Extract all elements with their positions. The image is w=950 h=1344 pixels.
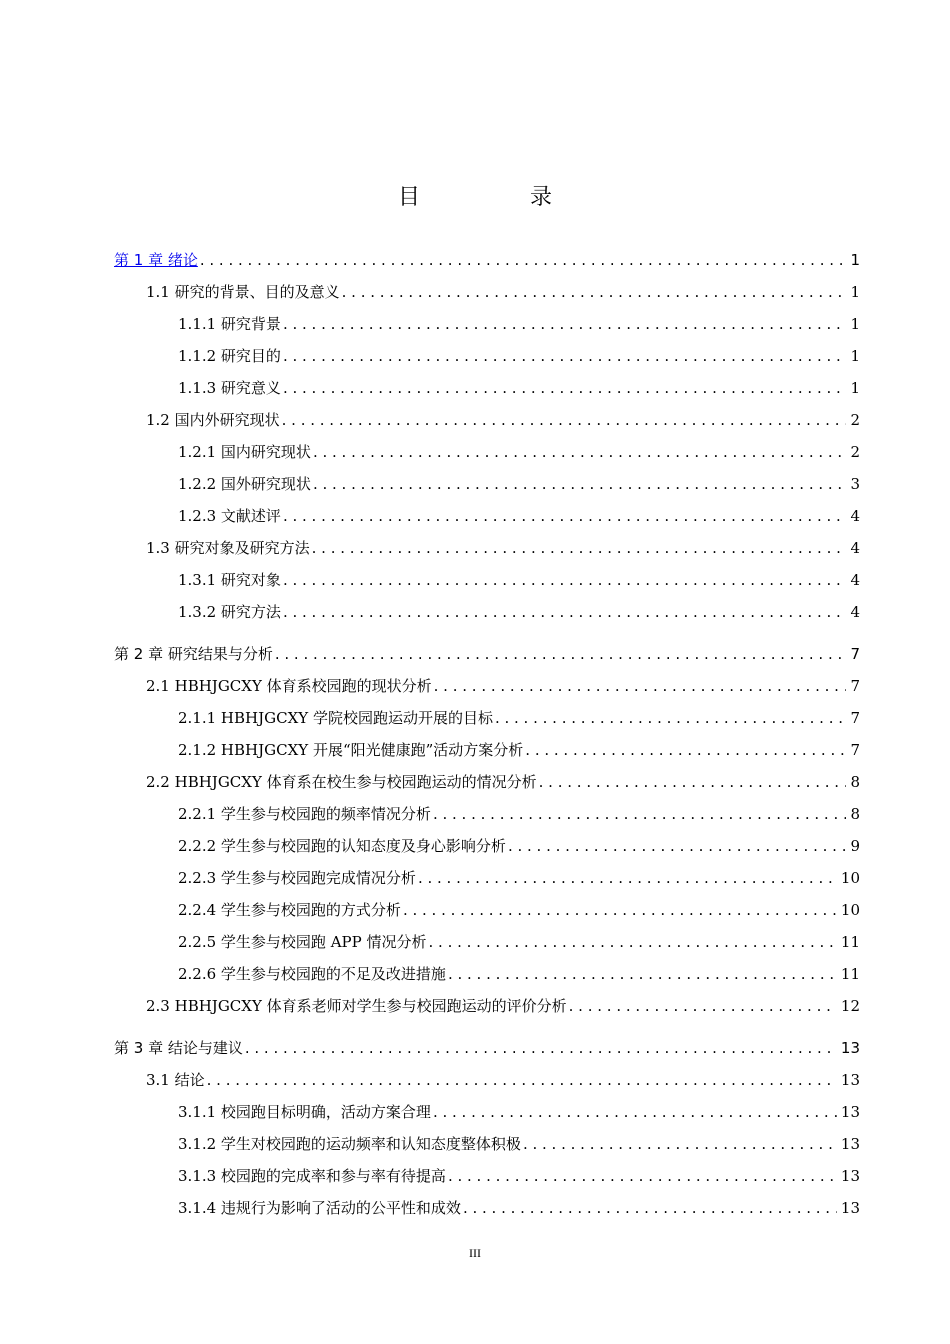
toc-leader-dots <box>434 671 847 701</box>
toc-entry[interactable] <box>178 565 860 595</box>
toc-entry[interactable] <box>178 1193 860 1223</box>
toc-leader-dots <box>312 533 847 563</box>
toc-leader-dots <box>283 373 847 403</box>
toc-entry-label: 1.1.2 研究目的 <box>178 347 281 365</box>
toc-entry[interactable] <box>178 309 860 339</box>
toc-entry[interactable] <box>178 1161 860 1191</box>
toc-leader-dots <box>283 309 847 339</box>
toc-page-number: 13 <box>840 1071 860 1089</box>
toc-page-number: 4 <box>850 571 860 589</box>
toc-page-number: 7 <box>850 677 860 695</box>
toc-entry-label: 2.1 HBHJGCXY 体育系校园跑的现状分析 <box>146 677 432 695</box>
toc-entry[interactable] <box>178 863 860 893</box>
toc-entry-label[interactable]: 第 1 章 绪论 <box>114 251 198 269</box>
toc-page-number: 7 <box>850 645 860 663</box>
toc-leader-dots <box>200 245 847 275</box>
toc-entry-label: 1.2.2 国外研究现状 <box>178 475 311 493</box>
toc-leader-dots <box>313 469 847 499</box>
toc-leader-dots <box>508 831 847 861</box>
toc-entry-label: 2.2.3 学生参与校园跑完成情况分析 <box>178 869 416 887</box>
toc-entry[interactable] <box>146 671 860 701</box>
toc-entry-label: 1.2.3 文献述评 <box>178 507 281 525</box>
toc-page-number: 1 <box>850 251 860 269</box>
toc-page-number: 9 <box>850 837 860 855</box>
toc-leader-dots <box>539 767 847 797</box>
toc-leader-dots <box>448 1161 837 1191</box>
toc-entry-label: 1.3.2 研究方法 <box>178 603 281 621</box>
toc-entry[interactable] <box>178 437 860 467</box>
page-title: 目 录 <box>397 185 596 210</box>
toc-entry[interactable] <box>178 501 860 531</box>
toc-entry-label: 2.1.2 HBHJGCXY 开展“阳光健康跑”活动方案分析 <box>178 741 524 759</box>
toc-page-number: 10 <box>840 869 860 887</box>
toc-leader-dots <box>495 703 847 733</box>
toc-entry[interactable] <box>178 703 860 733</box>
toc-entry-label: 2.2.6 学生参与校园跑的不足及改进措施 <box>178 965 446 983</box>
toc-leader-dots <box>283 565 847 595</box>
toc-page-number: 13 <box>840 1199 860 1217</box>
toc-leader-dots <box>433 1097 837 1127</box>
toc-leader-dots <box>418 863 837 893</box>
toc-entry[interactable] <box>178 927 860 957</box>
toc-page-number: 13 <box>840 1039 860 1057</box>
toc-entry[interactable] <box>178 799 860 829</box>
toc-page-number: 4 <box>850 603 860 621</box>
page-number: III <box>469 1246 481 1260</box>
toc-entry[interactable] <box>146 1065 860 1095</box>
toc-leader-dots <box>403 895 837 925</box>
toc-entry-label: 1.1.1 研究背景 <box>178 315 281 333</box>
toc-entry-chapter-1[interactable] <box>114 245 860 275</box>
toc-leader-dots <box>433 799 847 829</box>
toc-entry-label: 2.2.1 学生参与校园跑的频率情况分析 <box>178 805 431 823</box>
toc-entry-label: 2.2.4 学生参与校园跑的方式分析 <box>178 901 401 919</box>
toc-page-number: 10 <box>840 901 860 919</box>
toc-entry[interactable] <box>178 597 860 627</box>
toc-leader-dots <box>283 341 847 371</box>
toc-entry-chapter-3[interactable] <box>114 1033 860 1063</box>
toc-page-number: 2 <box>850 411 860 429</box>
toc-entry-label: 2.2.2 学生参与校园跑的认知态度及身心影响分析 <box>178 837 506 855</box>
toc-page-number: 12 <box>840 997 860 1015</box>
toc-entry-label: 1.1.3 研究意义 <box>178 379 281 397</box>
toc-leader-dots <box>448 959 837 989</box>
toc-entry[interactable] <box>146 405 860 435</box>
toc-leader-dots <box>525 735 846 765</box>
toc-entry-label: 第 3 章 结论与建议 <box>114 1039 243 1057</box>
toc-entry[interactable] <box>178 1129 860 1159</box>
toc-leader-dots <box>275 639 847 669</box>
toc-leader-dots <box>569 991 837 1021</box>
toc-page-number: 4 <box>850 539 860 557</box>
toc-entry-label: 2.2.5 学生参与校园跑 APP 情况分析 <box>178 933 427 951</box>
toc-entry-label: 1.1 研究的背景、目的及意义 <box>146 283 340 301</box>
toc-entry-label: 3.1.1 校园跑目标明确，活动方案合理 <box>178 1103 431 1121</box>
toc-entry-chapter-2[interactable] <box>114 639 860 669</box>
toc-entry[interactable] <box>178 341 860 371</box>
toc-page-number: 4 <box>850 507 860 525</box>
toc-entry[interactable] <box>178 895 860 925</box>
toc-entry[interactable] <box>146 991 860 1021</box>
toc-entry-label: 第 2 章 研究结果与分析 <box>114 645 273 663</box>
toc-entry[interactable] <box>146 277 860 307</box>
toc-entry[interactable] <box>178 735 860 765</box>
toc-page-number: 13 <box>840 1135 860 1153</box>
toc-leader-dots <box>463 1193 837 1223</box>
toc-page-number: 8 <box>850 805 860 823</box>
toc-leader-dots <box>523 1129 837 1159</box>
toc-page-number: 1 <box>850 283 860 301</box>
toc-entry-label: 1.2.1 国内研究现状 <box>178 443 311 461</box>
toc-leader-dots <box>282 405 847 435</box>
toc-entry-label: 2.2 HBHJGCXY 体育系在校生参与校园跑运动的情况分析 <box>146 773 537 791</box>
toc-page-number: 1 <box>850 379 860 397</box>
toc-entry[interactable] <box>146 533 860 563</box>
toc-page-number: 3 <box>850 475 860 493</box>
toc-page-number: 1 <box>850 347 860 365</box>
toc-entry[interactable] <box>178 1097 860 1127</box>
toc-entry-label: 2.3 HBHJGCXY 体育系老师对学生参与校园跑运动的评价分析 <box>146 997 567 1015</box>
toc-entry-label: 3.1 结论 <box>146 1071 205 1089</box>
toc-leader-dots <box>283 501 847 531</box>
toc-entry[interactable] <box>178 831 860 861</box>
toc-page-number: 7 <box>850 709 860 727</box>
toc-leader-dots <box>207 1065 837 1095</box>
toc-entry-label: 1.3 研究对象及研究方法 <box>146 539 310 557</box>
toc-leader-dots <box>342 277 847 307</box>
toc-entry[interactable] <box>178 469 860 499</box>
toc-page-number: 1 <box>850 315 860 333</box>
toc-entry[interactable] <box>146 767 860 797</box>
toc-entry-label: 3.1.3 校园跑的完成率和参与率有待提高 <box>178 1167 446 1185</box>
toc-entry-label: 2.1.1 HBHJGCXY 学院校园跑运动开展的目标 <box>178 709 493 727</box>
toc-entry-label: 3.1.4 违规行为影响了活动的公平性和成效 <box>178 1199 461 1217</box>
toc-page-number: 11 <box>840 965 860 983</box>
toc-entry-label: 1.2 国内外研究现状 <box>146 411 280 429</box>
toc-leader-dots <box>313 437 847 467</box>
toc-entry[interactable] <box>178 373 860 403</box>
toc-page-number: 7 <box>850 741 860 759</box>
toc-leader-dots <box>245 1033 837 1063</box>
toc-leader-dots <box>429 927 837 957</box>
toc-entry-label: 3.1.2 学生对校园跑的运动频率和认知态度整体积极 <box>178 1135 521 1153</box>
toc-page-number: 13 <box>840 1167 860 1185</box>
toc-page-number: 2 <box>850 443 860 461</box>
toc-entry-label: 1.3.1 研究对象 <box>178 571 281 589</box>
toc-leader-dots <box>283 597 847 627</box>
toc-page-number: 8 <box>850 773 860 791</box>
toc-page-number: 11 <box>840 933 860 951</box>
toc-entry[interactable] <box>178 959 860 989</box>
toc-page-number: 13 <box>840 1103 860 1121</box>
